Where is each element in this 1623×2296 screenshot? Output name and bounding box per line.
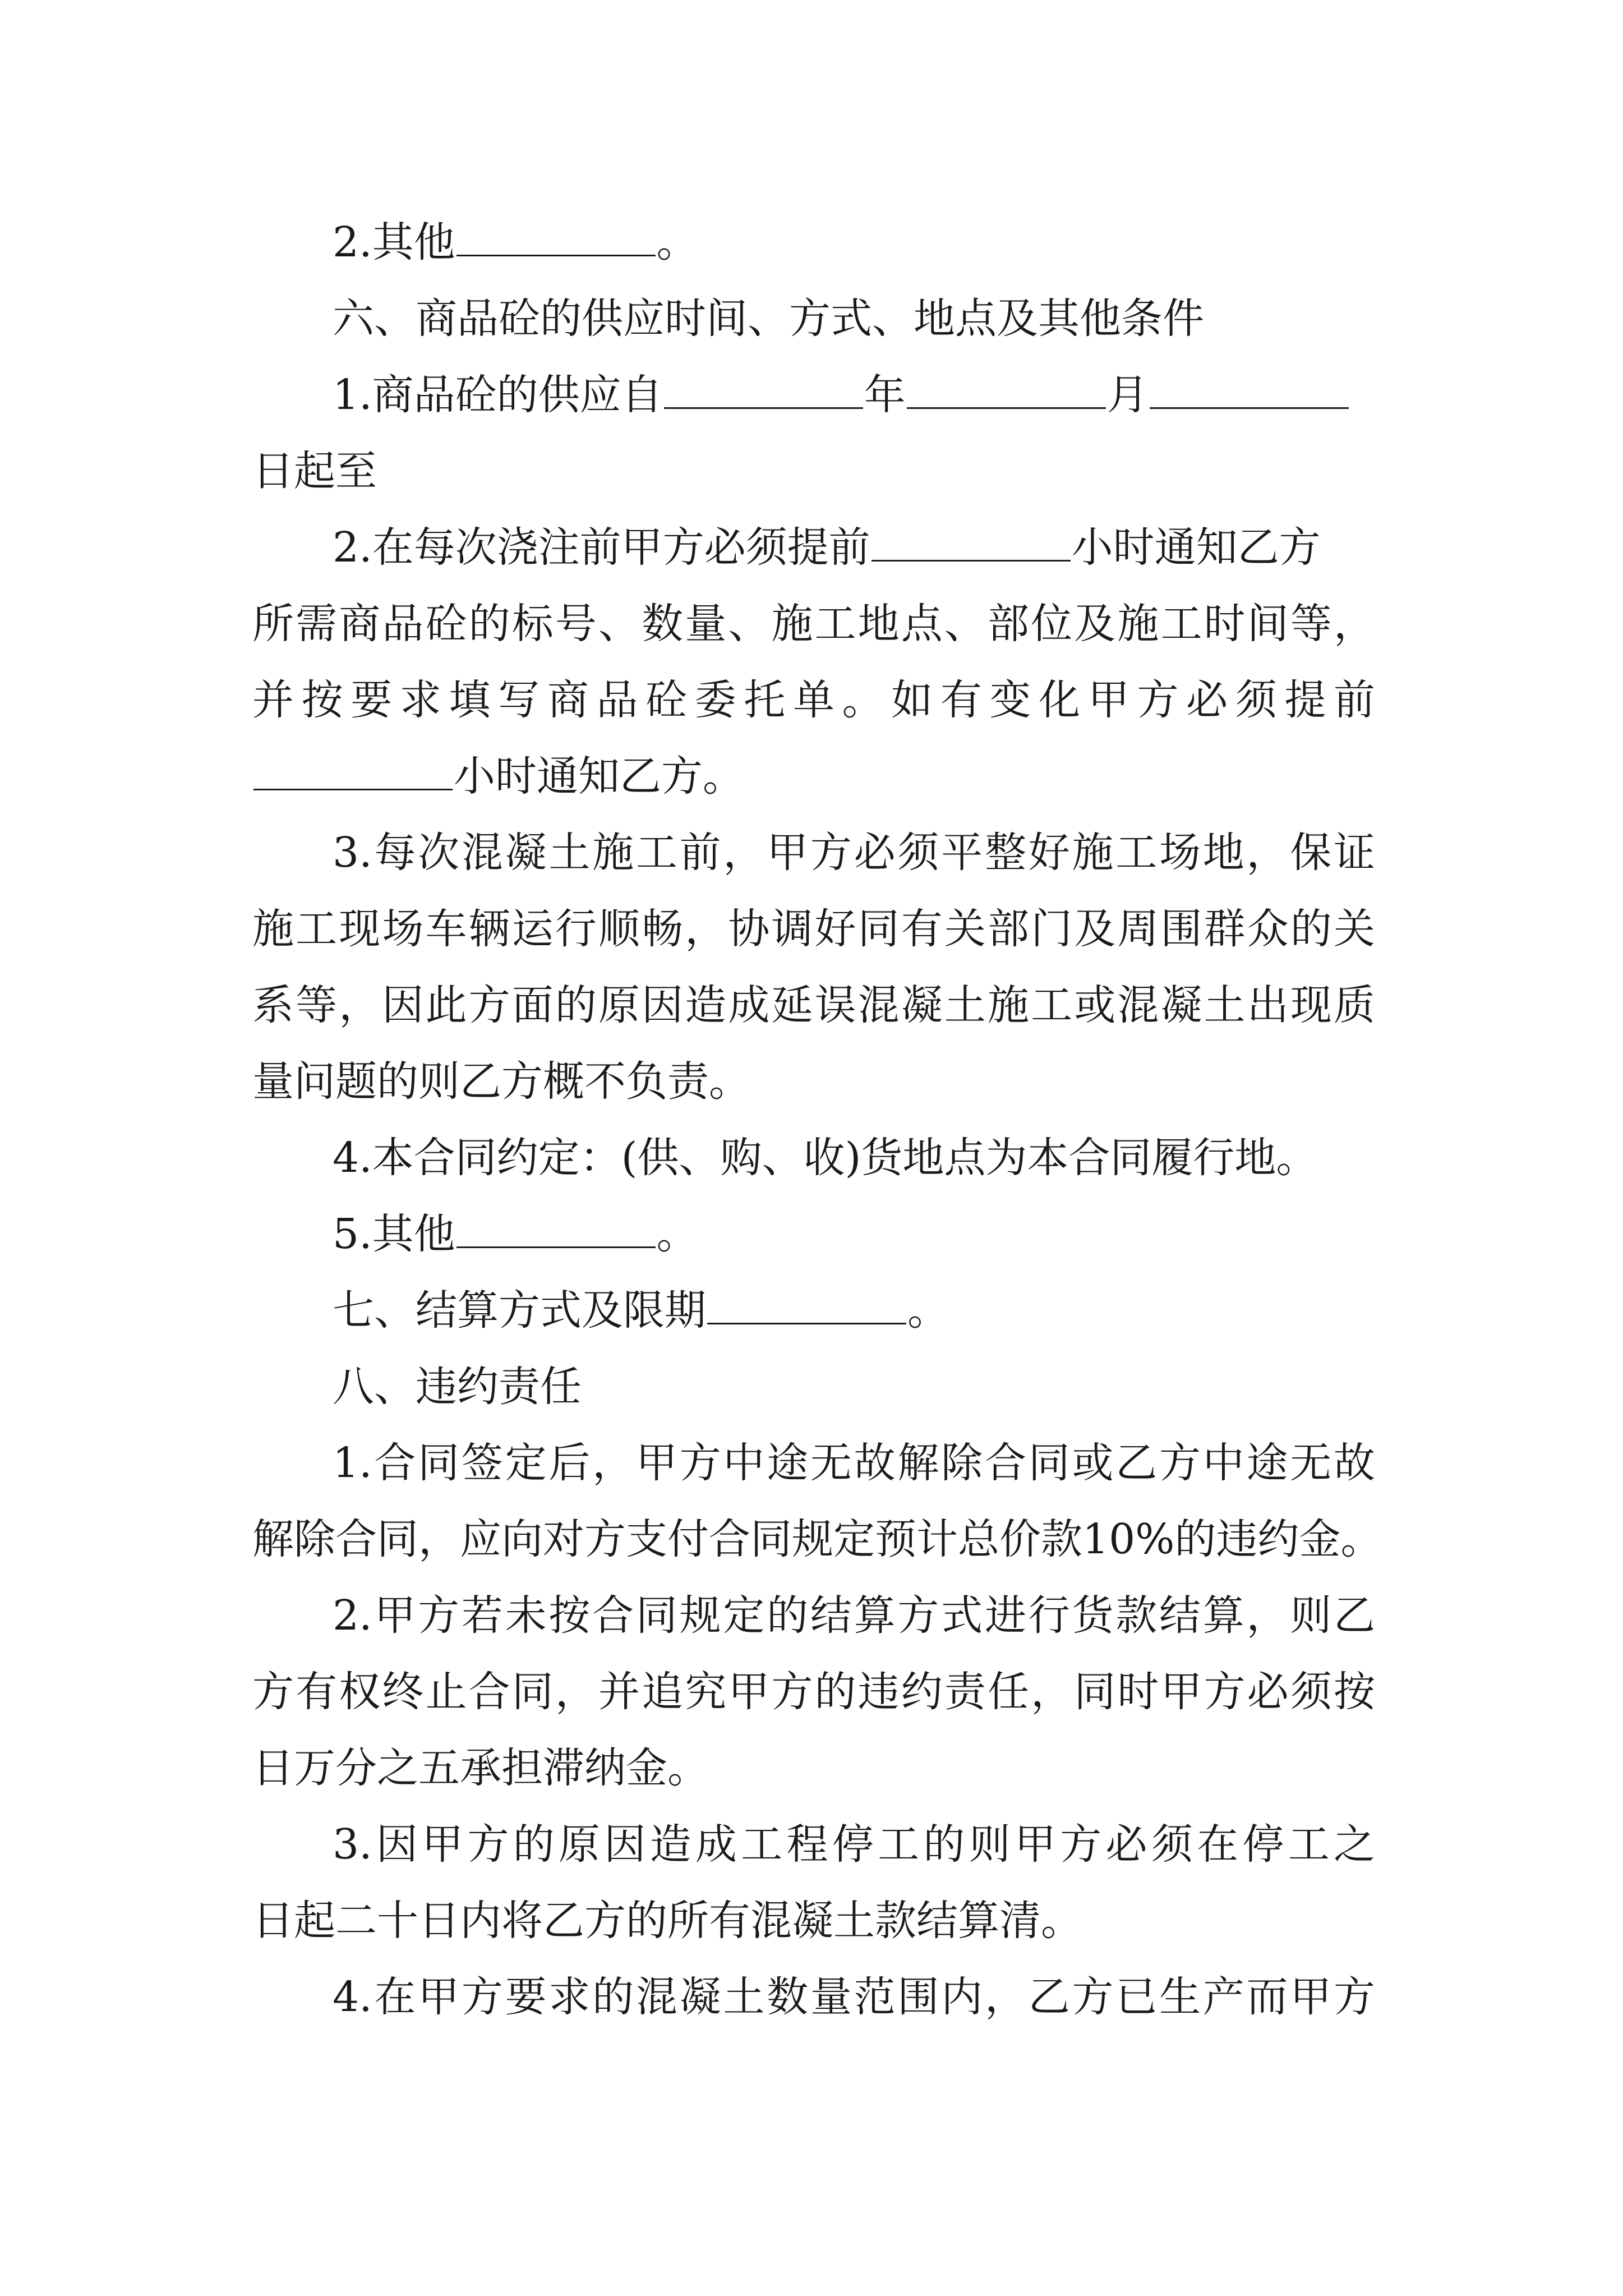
clause-6-1	[333, 368, 1350, 422]
clause-6-2	[333, 521, 1321, 574]
fill-blank	[707, 1289, 906, 1324]
fill-blank-hours	[872, 526, 1071, 562]
clause-8-3: 3.因甲方的原因造成工程停工的则甲方必须在停工之	[333, 1820, 1375, 1869]
clause-text: 小时通知乙方。	[454, 752, 744, 800]
clause-6-3: 3.每次混凝土施工前，甲方必须平整好施工场地，保证	[333, 829, 1375, 877]
clause-text: 1.商品砼的供应自	[333, 371, 663, 419]
clause-5-2	[333, 215, 698, 269]
section-7-heading	[333, 1283, 949, 1337]
clause-text: 。	[656, 218, 698, 266]
clause-text: 2.在每次浇注前甲方必须提前	[333, 523, 870, 572]
clause-text: 年	[864, 371, 906, 419]
clause-8-3-line2: 日起二十日内将乙方的所有混凝土款结算清。	[252, 1897, 1082, 1945]
clause-text: 七、结算方式及限期	[333, 1286, 706, 1335]
fill-blank	[457, 1213, 656, 1248]
clause-text: 小时通知乙方	[1071, 523, 1321, 572]
clause-8-2-line3: 日万分之五承担滞纳金。	[252, 1744, 709, 1792]
clause-text: 。	[656, 1210, 698, 1258]
clause-6-3-line2: 施工现场车辆运行顺畅，协调好同有关部门及周围群众的关	[252, 905, 1375, 953]
clause-text: 5.其他	[333, 1210, 455, 1258]
clause-6-5	[333, 1207, 698, 1261]
clause-8-4: 4.在甲方要求的混凝土数量范围内，乙方已生产而甲方	[333, 1973, 1375, 2021]
clause-6-2-line4	[252, 749, 744, 803]
clause-text: 。	[907, 1286, 949, 1335]
clause-text: 2.其他	[333, 218, 455, 266]
clause-6-4: 4.本合同约定：(供、购、收)货地点为本合同履行地。	[333, 1134, 1318, 1182]
clause-8-1-line2: 解除合同，应向对方支付合同规定预计总价款10%的违约金。	[252, 1515, 1382, 1563]
clause-6-3-line4: 量问题的则乙方概不负责。	[252, 1057, 750, 1106]
fill-blank-day	[1150, 374, 1349, 409]
section-6-heading: 六、商品砼的供应时间、方式、地点及其他条件	[333, 295, 1204, 343]
clause-6-2-line3: 并按要求填写商品砼委托单。如有变化甲方必须提前	[252, 676, 1375, 724]
clause-8-2: 2.甲方若未按合同规定的结算方式进行货款结算，则乙	[333, 1591, 1375, 1640]
clause-6-1-cont: 日起至	[252, 447, 377, 495]
clause-6-2-line2: 所需商品砼的标号、数量、施工地点、部位及施工时间等，	[252, 600, 1375, 648]
fill-blank-year	[664, 374, 863, 409]
clause-8-2-line2: 方有权终止合同，并追究甲方的违约责任，同时甲方必须按	[252, 1668, 1375, 1716]
section-8-heading: 八、违约责任	[333, 1363, 582, 1411]
fill-blank-hours	[253, 755, 453, 790]
clause-8-1: 1.合同签定后，甲方中途无故解除合同或乙方中途无故	[333, 1439, 1375, 1487]
clause-text: 月	[1106, 371, 1149, 419]
fill-blank-month	[907, 374, 1106, 409]
clause-6-3-line3: 系等，因此方面的原因造成延误混凝土施工或混凝土出现质	[252, 981, 1375, 1029]
fill-blank	[457, 221, 656, 256]
